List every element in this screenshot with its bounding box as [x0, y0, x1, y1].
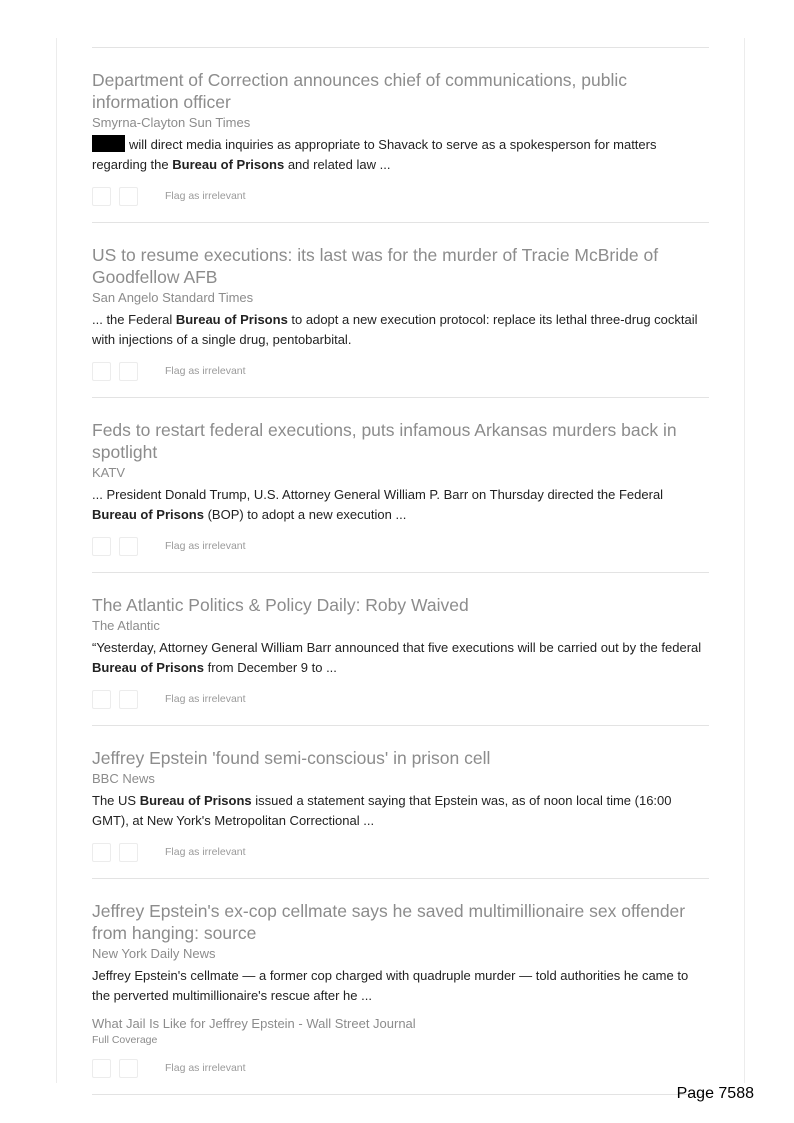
action-checkbox[interactable] [92, 187, 111, 206]
article-title-link[interactable]: Feds to restart federal executions, puts infamous Arkansas murders back in spotlight [92, 420, 677, 462]
snippet-highlight: Bureau of Prisons [139, 793, 252, 808]
snippet-text: The US [92, 793, 140, 808]
snippet-text: “Yesterday, Attorney General William Barr announced that five executions will be carried out by the federal [92, 640, 702, 655]
snippet-highlight: Bureau of Prisons [92, 660, 204, 675]
flag-irrelevant-link[interactable]: Flag as irrelevant [165, 190, 246, 202]
article-snippet [92, 791, 709, 831]
snippet-text: and related law ... [284, 157, 391, 172]
article-title-link[interactable]: US to resume executions: its last was for the murder of Tracie McBride of Goodfellow AFB [92, 245, 659, 287]
news-item [92, 223, 709, 398]
action-checkbox[interactable] [92, 690, 111, 709]
action-checkbox[interactable] [92, 362, 111, 381]
snippet-text: (BOP) to adopt a new execution ... [203, 507, 407, 522]
action-checkbox[interactable] [119, 187, 138, 206]
snippet-highlight: Bureau of Prisons [175, 312, 288, 327]
snippet-text: ... President Donald Trump, U.S. Attorney General William P. Barr on Thursday directed the Federal [92, 487, 664, 502]
action-checkbox[interactable] [119, 362, 138, 381]
item-actions [92, 361, 709, 381]
news-alert-list [92, 47, 709, 1095]
article-snippet [92, 485, 709, 525]
right-margin-line [744, 38, 745, 1083]
article-source: Smyrna-Clayton Sun Times [92, 115, 251, 130]
snippet-text: issued a statement saying that Epstein was, as of noon local time (16:00 GMT), at New York's Metropolitan Correctional ... [92, 793, 672, 828]
flag-irrelevant-link[interactable]: Flag as irrelevant [165, 1062, 246, 1074]
item-actions [92, 186, 709, 206]
news-item [92, 398, 709, 573]
article-snippet [92, 310, 709, 350]
snippet-highlight: Bureau of Prisons [92, 507, 204, 522]
article-source: The Atlantic [92, 618, 160, 633]
related-article-link[interactable]: What Jail Is Like for Jeffrey Epstein - Wall Street Journal [92, 1016, 416, 1031]
article-source: BBC News [92, 771, 155, 786]
flag-irrelevant-link[interactable]: Flag as irrelevant [165, 693, 246, 705]
item-actions [92, 536, 709, 556]
snippet-text: ... the Federal [92, 312, 176, 327]
left-margin-line [56, 38, 57, 1083]
article-snippet [92, 638, 709, 678]
action-checkbox[interactable] [119, 1059, 138, 1078]
article-source: San Angelo Standard Times [92, 290, 254, 305]
redaction-box [92, 135, 125, 152]
item-actions [92, 842, 709, 862]
article-snippet [92, 135, 709, 175]
action-checkbox[interactable] [119, 537, 138, 556]
news-item [92, 573, 709, 726]
snippet-text: will direct media inquiries as appropriate to Shavack to serve as a spokesperson for matters regarding the [92, 137, 657, 172]
article-title-link[interactable]: Jeffrey Epstein's ex-cop cellmate says he saved multimillionaire sex offender from hanging: source [92, 901, 686, 943]
article-title-link[interactable]: Department of Correction announces chief of communications, public information officer [92, 70, 627, 112]
article-source: New York Daily News [92, 946, 216, 961]
action-checkbox[interactable] [92, 843, 111, 862]
full-coverage-link[interactable]: Full Coverage [92, 1034, 158, 1046]
snippet-highlight: Bureau of Prisons [172, 157, 285, 172]
news-item [92, 48, 709, 223]
news-item [92, 879, 709, 1095]
article-source: KATV [92, 465, 125, 480]
item-actions [92, 1058, 709, 1078]
page-number: Page 7588 [676, 1085, 754, 1102]
action-checkbox[interactable] [92, 537, 111, 556]
flag-irrelevant-link[interactable]: Flag as irrelevant [165, 365, 246, 377]
article-title-link[interactable]: The Atlantic Politics & Policy Daily: Roby Waived [92, 595, 469, 615]
article-snippet [92, 966, 709, 1006]
flag-irrelevant-link[interactable]: Flag as irrelevant [165, 540, 246, 552]
action-checkbox[interactable] [119, 843, 138, 862]
action-checkbox[interactable] [92, 1059, 111, 1078]
news-item [92, 726, 709, 879]
snippet-text: Jeffrey Epstein's cellmate — a former cop charged with quadruple murder — told authorities he came to the perverted multimillionaire's rescue after he ... [92, 968, 689, 1003]
item-actions [92, 689, 709, 709]
flag-irrelevant-link[interactable]: Flag as irrelevant [165, 846, 246, 858]
snippet-text: to adopt a new execution protocol: replace its lethal three-drug cocktail with injections of a single drug, pentobarbital. [92, 312, 698, 347]
snippet-text: from December 9 to ... [203, 660, 337, 675]
action-checkbox[interactable] [119, 690, 138, 709]
article-title-link[interactable]: Jeffrey Epstein 'found semi-conscious' in prison cell [92, 748, 491, 768]
